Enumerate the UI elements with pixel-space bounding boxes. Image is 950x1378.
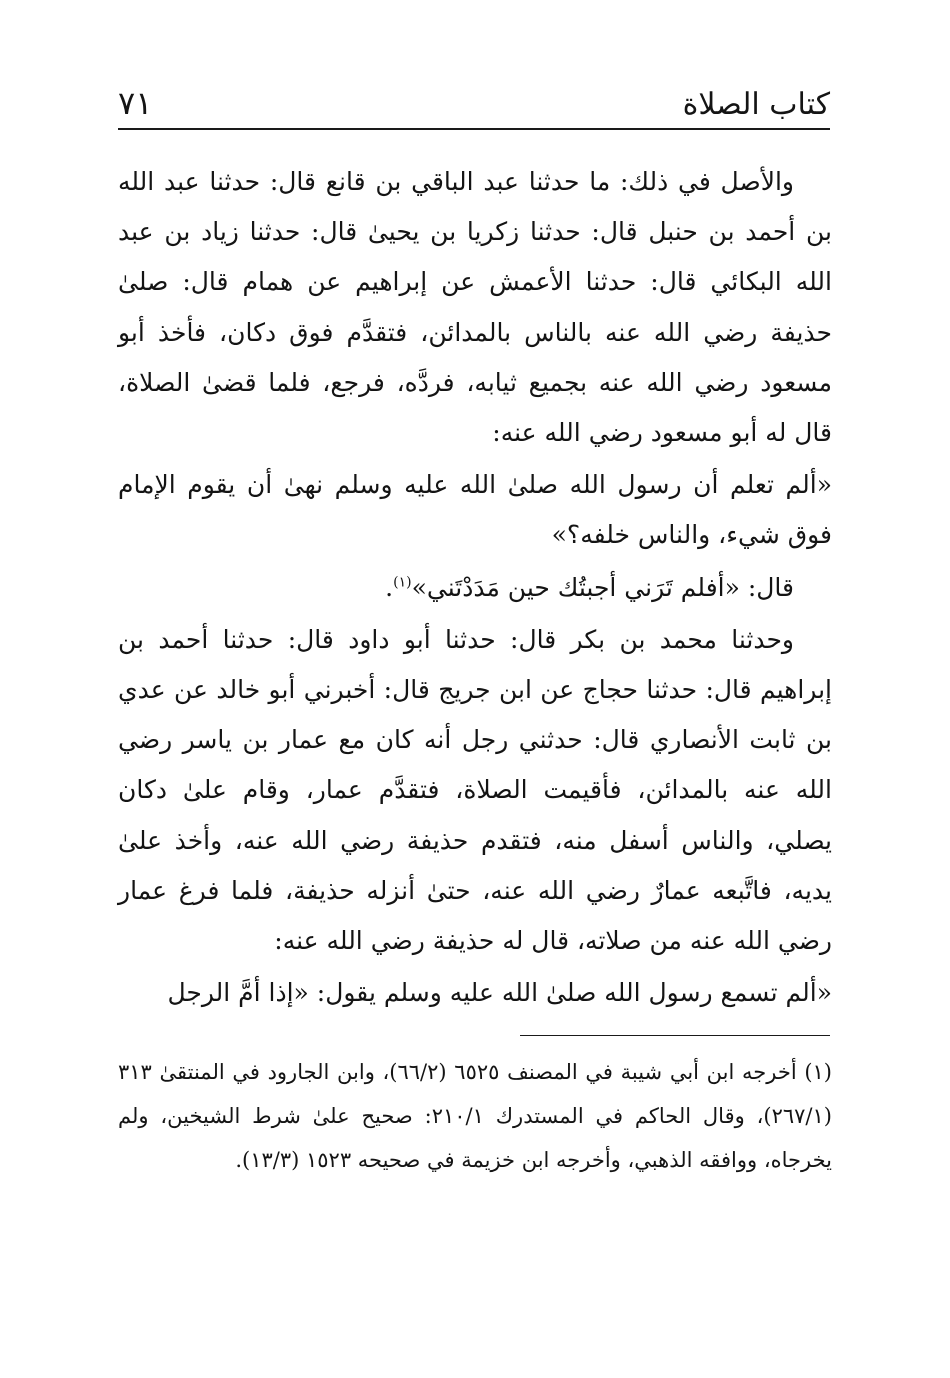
paragraph-chain-of-narration: والأصل في ذلك: ما حدثنا عبد الباقي بن قانع قال: حدثنا عبد الله بن أحمد بن حنبل قال: حدثنا زكريا بن يحيىٰ قال: حدثنا زياد بن عبد الله البكائي قال: حدثنا الأعمش عن إبراهيم عن همام قال: صلىٰ حذيفة رضي الله عنه بالناس بالمدائن، فتقدَّم فوق دكان، فأخذ أبو مسعود رضي الله عنه بجميع ثيابه، فردَّه، فرجع، فلما قضىٰ الصلاة، قال له أبو مسعود رضي الله عنه:	[118, 167, 832, 448]
footnote-rule	[520, 1035, 830, 1036]
running-head-title: كتاب الصلاة	[682, 87, 830, 122]
running-head	[118, 78, 830, 124]
paragraph-reply	[118, 563, 832, 613]
paragraph-hadith-quote: «ألم تعلم أن رسول الله صلىٰ الله عليه وسلم نهىٰ أن يقوم الإمام فوق شيء، والناس خلفه؟»	[118, 470, 832, 550]
paragraph-hadith-quote-2: «ألم تسمع رسول الله صلىٰ الله عليه وسلم يقول: «إذا أمَّ الرجل	[167, 978, 832, 1008]
page-number: ٧١	[118, 84, 153, 122]
paragraph-second-narration: وحدثنا محمد بن بكر قال: حدثنا أبو داود قال: حدثنا أحمد بن إبراهيم قال: حدثنا حجاج عن ابن جريج قال: أخبرني أبو خالد عن عدي بن ثابت الأنصاري قال: حدثني رجل أنه كان مع عمار بن ياسر رضي الله عنه بالمدائن، فأقيمت الصلاة، فتقدَّم عمار، وقام علىٰ دكان يصلي، والناس أسفل منه، فتقدم حذيفة رضي الله عنه، وأخذ علىٰ يديه، فاتَّبعه عمارٌ رضي الله عنه، حتىٰ أنزله حذيفة، فلما فرغ عمار رضي الله عنه من صلاته، قال له حذيفة رضي الله عنه:	[118, 624, 832, 956]
main-text	[118, 157, 832, 1018]
reply-text: قال: «أفلم تَرَني أجبتُك حين مَدَدْتَني»	[411, 572, 794, 602]
reply-end: .	[385, 572, 394, 602]
footnote-marker: (١)	[393, 574, 412, 591]
footnote-1: (١) أخرجه ابن أبي شيبة في المصنف ٦٥٢٥ (٦٦/٢)، وابن الجارود في المنتقىٰ ٣١٣ (٢٦٧/١)، وقال الحاكم في المستدرك ٢١٠/١: صحيح علىٰ شرط الشيخين، ولم يخرجاه، ووافقه الذهبي، وأخرجه ابن خزيمة في صحيحه ١٥٢٣ (١٣/٣).	[118, 1060, 832, 1172]
header-rule	[118, 128, 830, 130]
footnotes	[118, 1050, 832, 1182]
